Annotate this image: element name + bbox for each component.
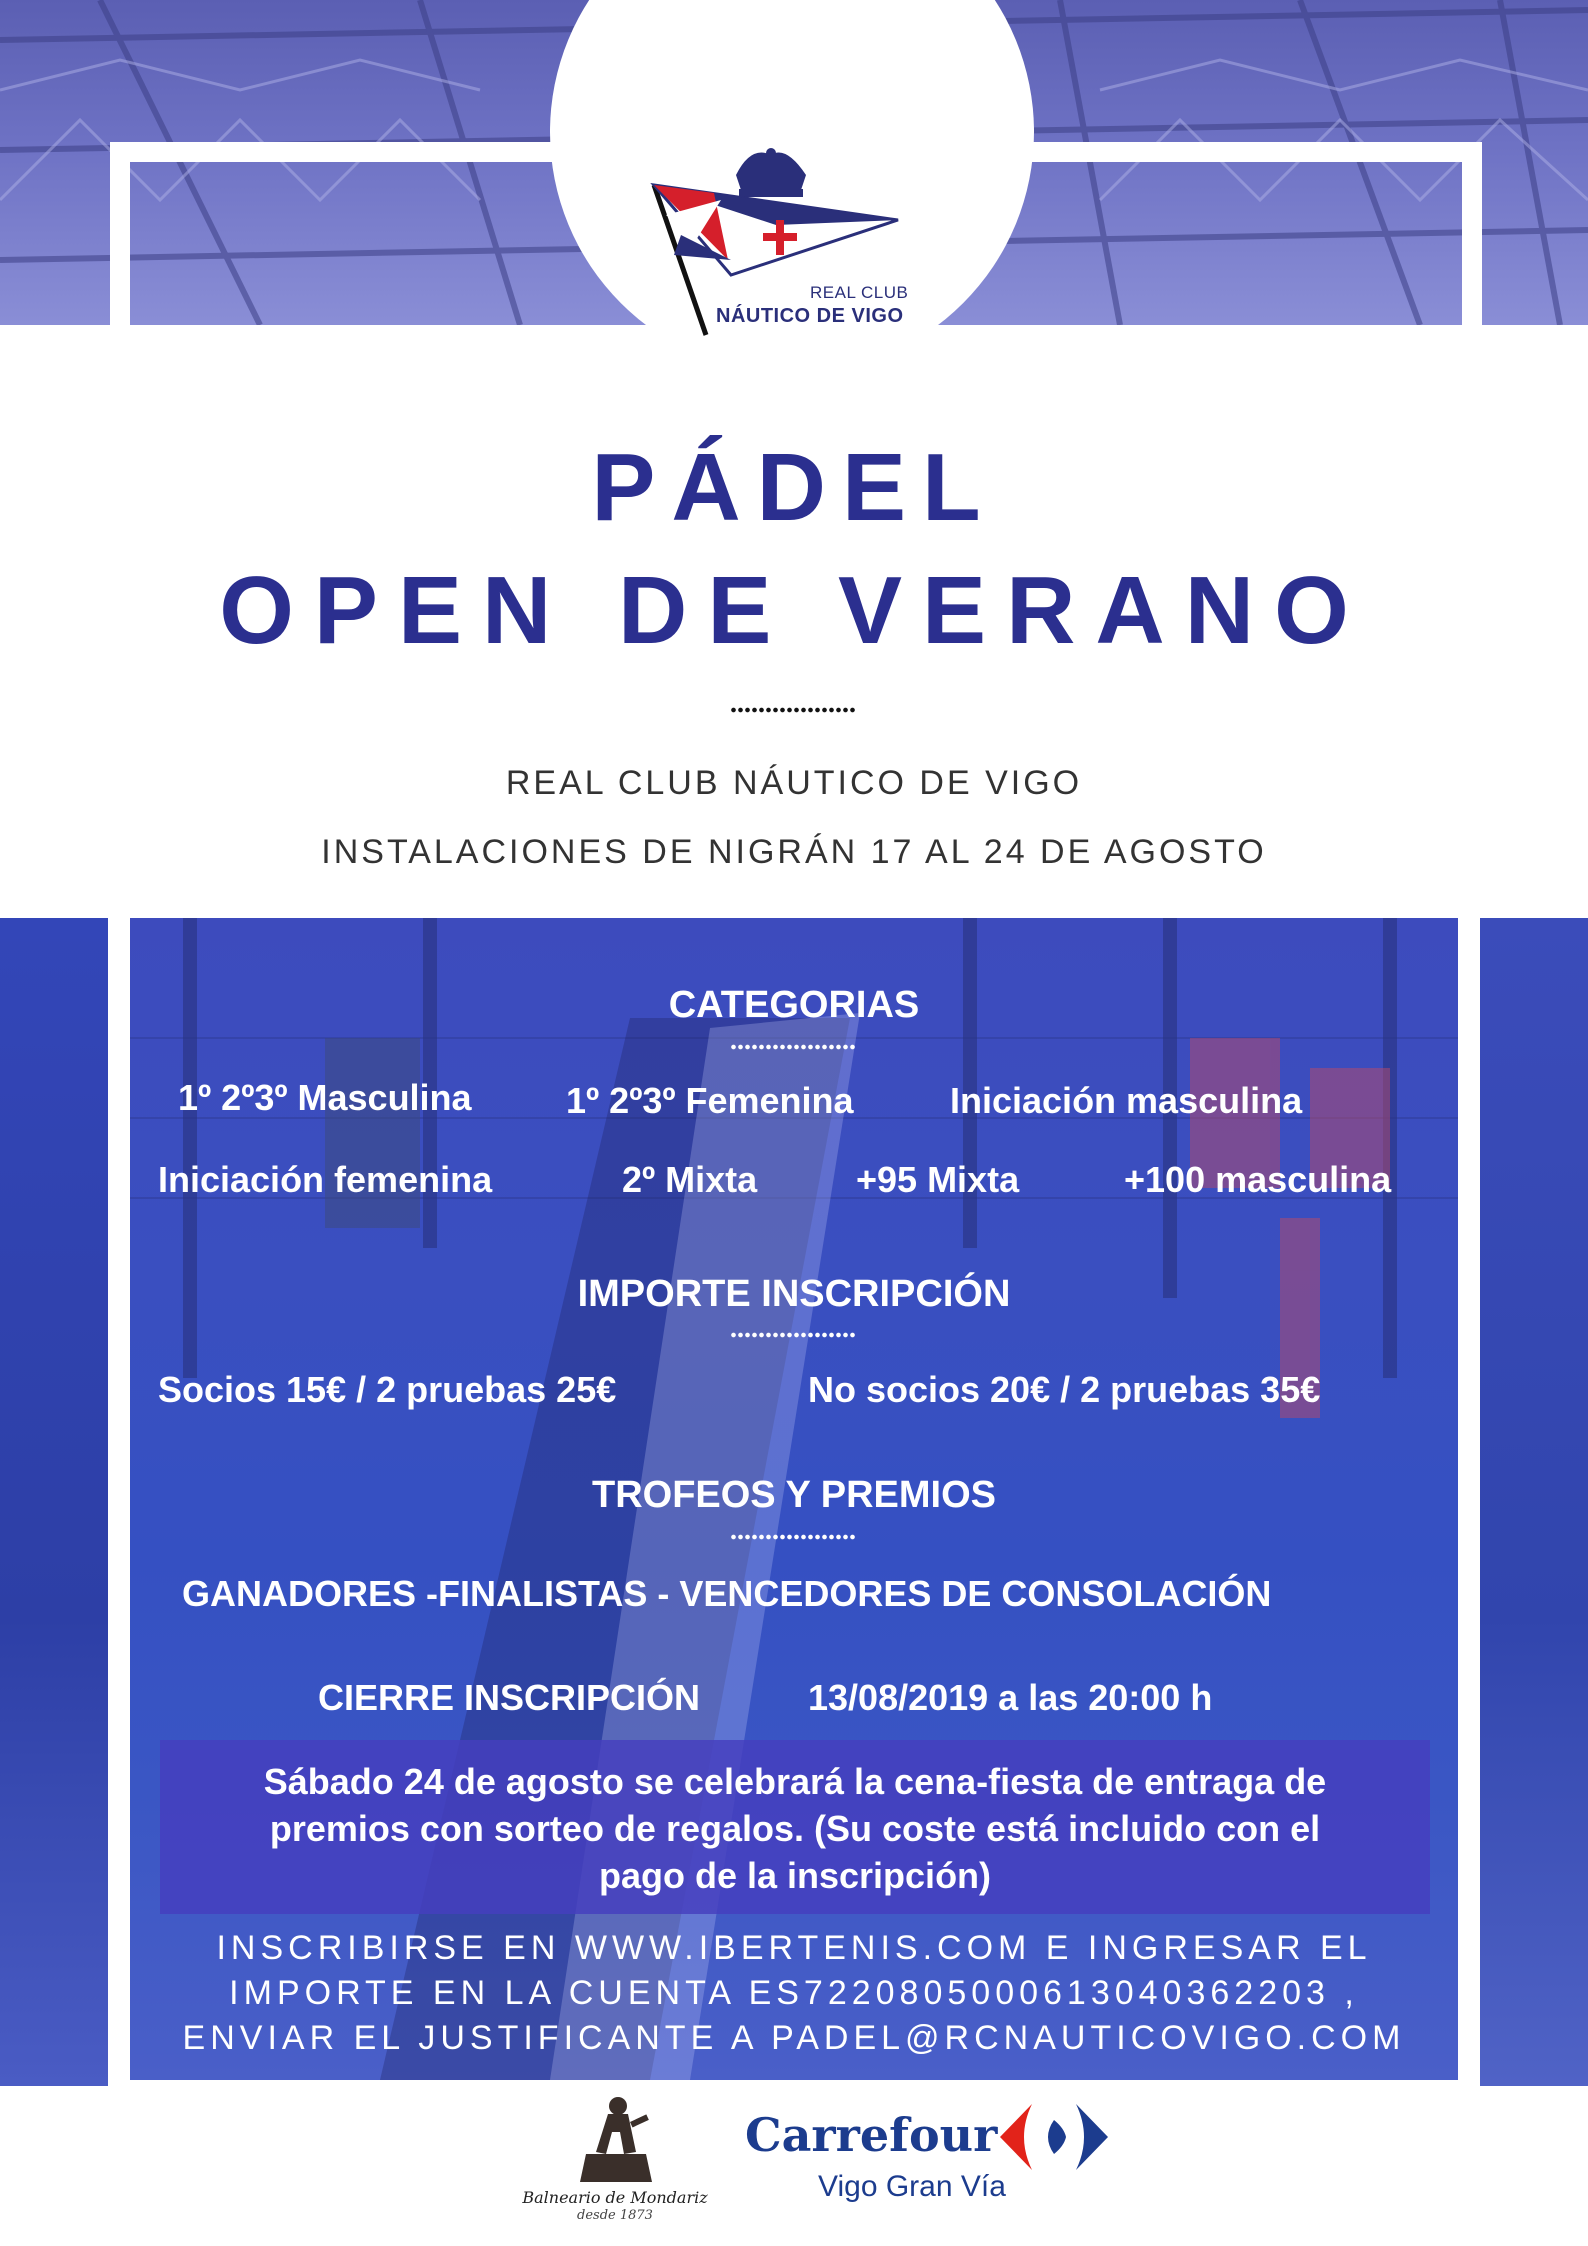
fee-members: Socios 15€ / 2 pruebas 25€ <box>158 1369 617 1410</box>
categories-heading: CATEGORIAS <box>668 984 920 1026</box>
carrefour-name: Carrefour <box>745 2108 998 2162</box>
mondariz-since: desde 1873 <box>577 2208 653 2223</box>
closing-label: CIERRE INSCRIPCIÓN <box>318 1677 701 1718</box>
carrefour-symbol-icon <box>994 2100 1114 2174</box>
registration-line1: INSCRIBIRSE EN WWW.IBERTENIS.COM E INGRESAR EL <box>216 1929 1372 1967</box>
carrefour-logo <box>994 2100 1114 2174</box>
mondariz-logo <box>566 2092 666 2188</box>
logo-text-line2: NÁUTICO DE VIGO <box>716 305 904 327</box>
subtitle-club: REAL CLUB NÁUTICO DE VIGO <box>505 764 1083 802</box>
title-line1: PÁDEL <box>591 434 997 541</box>
dinner-note-line2: premios con sorteo de regalos. (Su coste está incluido con el <box>269 1808 1321 1849</box>
trophies-heading: TROFEOS Y PREMIOS <box>591 1474 996 1516</box>
category-item: 1º 2º3º Femenina <box>566 1080 854 1121</box>
category-item: 1º 2º3º Masculina <box>178 1077 472 1118</box>
fees-heading: IMPORTE INSCRIPCIÓN <box>577 1273 1011 1315</box>
carrefour-location: Vigo Gran Vía <box>818 2170 1006 2203</box>
category-item: Iniciación masculina <box>950 1080 1303 1121</box>
fee-non-members: No socios 20€ / 2 pruebas 35€ <box>808 1369 1321 1410</box>
mondariz-name: Balneario de Mondariz <box>522 2188 708 2207</box>
fees-divider <box>730 1331 856 1339</box>
closing-value: 13/08/2019 a las 20:00 h <box>808 1677 1213 1718</box>
dinner-note-line1: Sábado 24 de agosto se celebrará la cena-fiesta de entraga de <box>263 1761 1327 1802</box>
categories-divider <box>730 1043 856 1051</box>
mondariz-figure-icon <box>566 2092 666 2188</box>
trophies-divider <box>730 1533 856 1541</box>
title-divider <box>730 706 856 714</box>
side-photo-right <box>1480 918 1588 2086</box>
dinner-note-line3: pago de la inscripción) <box>598 1855 992 1896</box>
subtitle-venue-dates: INSTALACIONES DE NIGRÁN 17 AL 24 DE AGOSTO <box>321 833 1267 871</box>
registration-line3: ENVIAR EL JUSTIFICANTE A PADEL@RCNAUTICOVIGO.COM <box>182 2019 1406 2057</box>
trophies-text: GANADORES -FINALISTAS - VENCEDORES DE CONSOLACIÓN <box>182 1573 1272 1614</box>
dinner-note-text <box>160 1758 1430 1899</box>
category-item: Iniciación femenina <box>158 1159 493 1200</box>
category-item: 2º Mixta <box>622 1159 758 1200</box>
category-item: +95 Mixta <box>856 1159 1020 1200</box>
registration-line2: IMPORTE EN LA CUENTA ES7220805000613040362203 , <box>229 1974 1359 2012</box>
side-photo-left <box>0 918 108 2086</box>
logo-text-line1: REAL CLUB <box>810 283 909 302</box>
category-item: +100 masculina <box>1124 1159 1392 1200</box>
title-line2: OPEN DE VERANO <box>219 557 1369 664</box>
